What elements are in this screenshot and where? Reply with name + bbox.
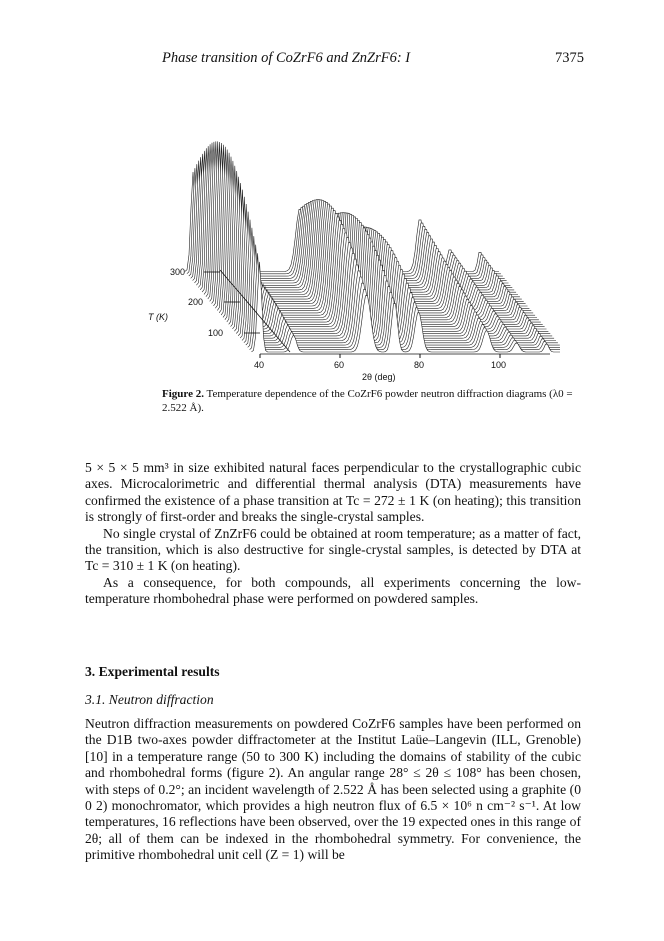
section-heading: 3. Experimental results [85, 664, 220, 679]
paragraph-3: As a consequence, for both compounds, all experiments concerning the low-temperature rhombohedral phase were performed on powdered samples. [85, 574, 581, 607]
t-tick-200: 200 [188, 297, 204, 307]
x-tick-100: 100 [491, 360, 507, 370]
paragraph-2: No single crystal of ZnZrF6 could be obtained at room temperature; as a matter of fact, the transition, which is also destructive for single-crystal samples, is detected by DTA at Tc = 310 ± 1 K (on heating). [85, 525, 581, 574]
x-axis-label: 2θ (deg) [362, 372, 396, 382]
t-axis-label: T (K) [148, 312, 168, 322]
t-tick-100: 100 [208, 328, 224, 338]
intro-paragraphs [85, 460, 581, 608]
figure-caption [162, 388, 582, 415]
x-tick-60: 60 [334, 360, 345, 370]
neutron-diffraction-paragraph [85, 716, 581, 864]
t-tick-300: 300 [170, 267, 186, 277]
two-theta-axis [254, 354, 550, 382]
running-header [162, 50, 584, 70]
paragraph-1: 5 × 5 × 5 mm³ in size exhibited natural faces perpendicular to the crystallographic cubic axes. Microcalorimetric and differential thermal analysis (DTA) measurements have confirmed the existence of a phase transition at Tc = 272 ± 1 K (on heating); this transition is strongly of first-order and breaks the single-crystal samples. [85, 460, 581, 525]
page-number: 7375 [555, 50, 584, 66]
x-tick-80: 80 [414, 360, 425, 370]
diffraction-ridges [185, 141, 560, 352]
running-title: Phase transition of CoZrF6 and ZnZrF6: I [162, 50, 411, 66]
paragraph-4: Neutron diffraction measurements on powdered CoZrF6 samples have been performed on the D1B two-axes powder diffractometer at the Institut Laüe–Langevin (ILL, Grenoble) [10] in a temperature range (50 to 300 K) including the domains of stability of the cubic and rhombohedral forms (figure 2). An angular range 28° ≤ 2θ ≤ 108° has been chosen, with steps of 0.2°; an incident wavelength of 2.522 Å has been selected using a graphite (0 0 2) monochromator, which provides a high neutron flux of 6.5 × 10⁶ n cm⁻² s⁻¹. At low temperatures, 16 reflections have been observed, over the 19 expected ones in this range of 2θ; all of them can be indexed in the rhombohedral symmetry. For convenience, the primitive rhombohedral unit cell (Z = 1) will be [85, 716, 581, 863]
caption-text: Temperature dependence of the CoZrF6 powder neutron diffraction diagrams (λ0 = 2.522 Å). [162, 388, 573, 414]
subsection-heading: 3.1. Neutron diffraction [85, 692, 214, 707]
figure-2-diffraction-plot [140, 72, 560, 388]
caption-label: Figure 2. [162, 388, 204, 400]
x-tick-40: 40 [254, 360, 265, 370]
